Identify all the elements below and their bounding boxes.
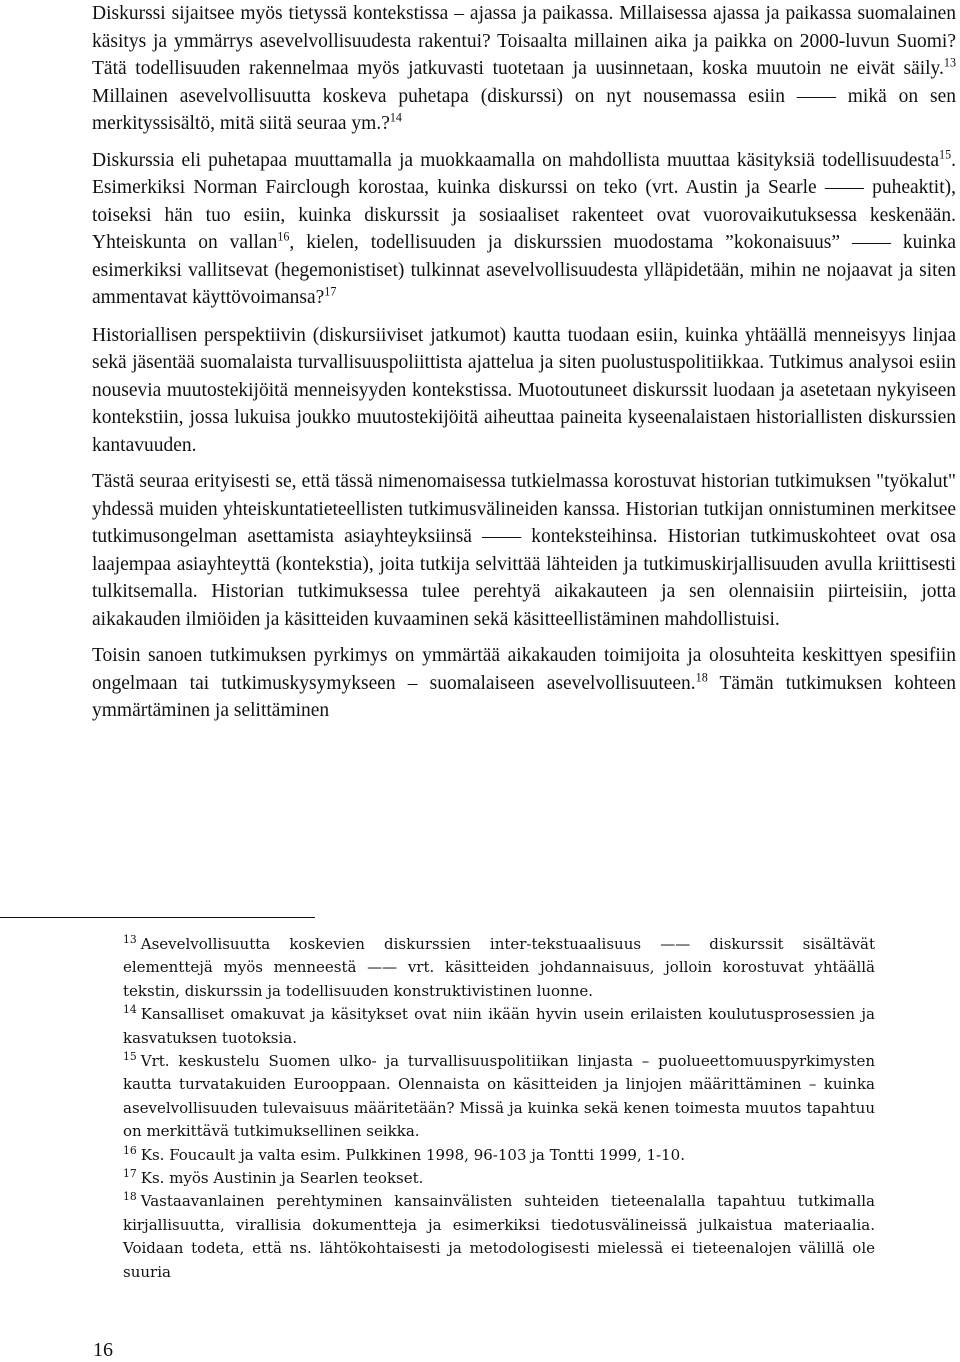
footnote-number: 13 xyxy=(123,933,137,946)
footnote-ref-17[interactable]: 17 xyxy=(324,284,337,299)
footnote-text: Ks. myös Austinin ja Searlen teokset. xyxy=(140,1169,424,1188)
footnote-number: 15 xyxy=(123,1050,137,1064)
footnote-15 xyxy=(123,1050,875,1144)
page-number: 16 xyxy=(93,1339,113,1361)
paragraph-1 xyxy=(92,0,956,138)
footnotes xyxy=(123,933,875,1284)
paragraph-1-text-b: Millainen asevelvollisuutta koskeva puhetapa (diskurssi) on nyt nousemassa esiin —— mikä on sen merkityssisältö, mitä siitä seuraa ym.? xyxy=(92,85,956,134)
paragraph-2-text-c: , kielen, todellisuuden ja diskurssien muodostama ”kokonaisuus” —— kuinka esimerkiksi vallitsevat (hegemonistiset) tulkinnat asevelvollisuudesta ylläpidetään, mihin ne nojaavat ja siten ammentavat käyttövoimansa? xyxy=(92,232,956,308)
footnote-number: 16 xyxy=(123,1143,137,1157)
footnote-18 xyxy=(123,1190,875,1284)
footnote-17 xyxy=(123,1167,875,1190)
footnote-ref-16[interactable]: 16 xyxy=(277,229,290,244)
footnote-ref-13[interactable]: 13 xyxy=(943,55,956,70)
paragraph-3: Historiallisen perspektiivin (diskursiiviset jatkumot) kautta tuodaan esiin, kuinka yhtäällä menneisyys linjaa sekä jäsentää suomalaista turvallisuuspoliittista ajattelua ja siten puolustuspolitiikkaa. Tutkimus analysoi esiin nousevia muutostekijöitä menneisyyden kontekstissa. Muotoutuneet diskurssit luodaan ja asetetaan nykyiseen kontekstiin, jossa lukuisa joukko muutostekijöitä aiheuttaa paineita kyseenalaistaen historiallisten diskurssien kantavuuden. xyxy=(92,324,956,456)
paragraph-5 xyxy=(92,642,956,725)
paragraph-1-text-a: Diskurssi sijaitsee myös tietyssä kontekstissa – ajassa ja paikassa. Millaisessa ajassa ja paikassa suomalainen käsitys ja ymmärrys asevelvollisuudesta rakentui? Toisaalta millainen aika ja paikka on 2000-luvun Suomi? Tätä todellisuuden rakennelmaa myös jatkuvasti tuotetaan ja uusinnetaan, koska muutoin ne eivät säily. xyxy=(92,3,956,79)
main-text xyxy=(92,0,956,734)
paragraph-2-text-a: Diskurssia eli puhetapaa muuttamalla ja muokkaamalla on mahdollista muuttaa käsityksiä todellisuudesta xyxy=(92,149,940,171)
footnote-text: Kansalliset omakuvat ja käsitykset ovat niin ikään hyvin usein erilaisten koulutusprosessien ja kasvatuksen tuotoksia. xyxy=(123,1005,875,1047)
footnote-text: Vrt. keskustelu Suomen ulko- ja turvallisuuspolitiikan linjasta – puolueettomuuspyrkimysten kautta turvatakuiden Eurooppaan. Olennaista on käsitteiden ja linjojen määrittäminen – kuinka asevelvollisuuden tulevaisuus määritetään? Missä ja kuinka sekä kenen toimesta muutos tapahtuu on merkittävä tutkimuksellinen seikka. xyxy=(123,1052,875,1141)
footnote-text: Ks. Foucault ja valta esim. Pulkkinen 1998, 96-103 ja Tontti 1999, 1-10. xyxy=(140,1145,685,1164)
footnote-text: Asevelvollisuutta koskevien diskurssien inter-tekstuaalisuus —— diskurssit sisältävät elementtejä myös menneestä —— vrt. käsitteiden johdannaisuus, jolloin korostuvat yhtäällä tekstin, diskurssin ja todellisuuden konstruktivistinen luonne. xyxy=(123,935,875,1000)
footnote-16 xyxy=(123,1144,875,1167)
footnote-ref-18[interactable]: 18 xyxy=(695,670,708,684)
footnote-text: Vastaavanlainen perehtyminen kansainvälisten suhteiden tieteenalalla tapahtuu tutkimalla kirjallisuutta, virallisia dokumentteja ja esimerkiksi tiedotusvälineissä julkaistua materiaalia. Voidaan todeta, että ns. lähtökohtaisesti ja metodologisesti mielessä ei tieteenalojen välillä ole suuria xyxy=(123,1192,875,1281)
paragraph-5-text-b: Tämän tutkimuksen kohteen ymmärtäminen ja selittäminen xyxy=(92,672,956,721)
paragraph-2-text-b: . Esimerkiksi Norman Fairclough korostaa, kuinka diskurssi on teko (vrt. Austin ja Searle —— puheaktit), toiseksi hän tuo esiin, kuinka diskurssit ja sosiaaliset rakenteet ovat vuorovaikutuksessa keskenään. Yhteiskunta on vallan xyxy=(92,149,956,253)
footnote-number: 18 xyxy=(123,1190,137,1204)
footnote-13 xyxy=(123,933,875,1003)
footnote-14 xyxy=(123,1003,875,1050)
footnote-ref-14[interactable]: 14 xyxy=(389,110,402,125)
footnote-number: 17 xyxy=(123,1167,137,1181)
paragraph-5-text-a: Toisin sanoen tutkimuksen pyrkimys on ymmärtää aikakauden toimijoita ja olosuhteita keskittyen spesifiin ongelmaan tai tutkimuskysymykseen – suomalaiseen asevelvollisuuteen. xyxy=(92,645,956,694)
footnote-number: 14 xyxy=(123,1003,137,1017)
footnote-separator xyxy=(0,917,315,918)
footnote-ref-15[interactable]: 15 xyxy=(939,147,952,161)
paragraph-2 xyxy=(92,147,956,312)
paragraph-4: Tästä seuraa erityisesti se, että tässä nimenomaisessa tutkielmassa korostuvat historian tutkimuksen "työkalut" yhdessä muiden yhteiskuntatieteellisten tutkimusvälineiden kanssa. Historian tutkijan onnistuminen merkitsee tutkimusongelman asettamista asiayhteyksiinsä —— konteksteihinsa. Historian tutkimuskohteet ovat osa laajempaa asiayhteyttä (kontekstia), joita tutkija selvittää lähteiden ja tutkimuskirjallisuuden avulla kriittisesti tulkitsemalla. Historian tutkimuksessa tulee perehtyä aikakauteen ja sen olennaisiin piirteisiin, jotta aikakauden ilmiöiden ja käsitteiden kuvaaminen sekä käsitteellistäminen mahdollistuisi. xyxy=(92,471,956,630)
